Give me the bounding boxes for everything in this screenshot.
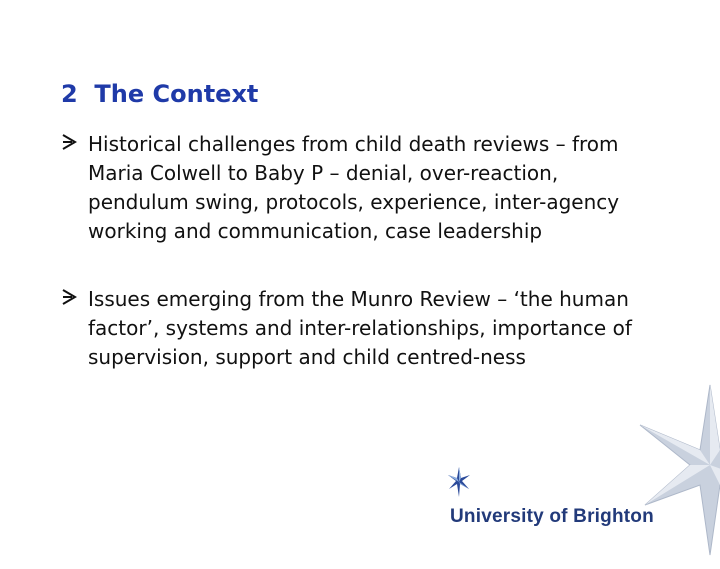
- arrow-bullet-icon: [61, 285, 81, 314]
- university-logo-text: University of Brighton: [450, 506, 654, 527]
- bullet-item: [61, 130, 661, 246]
- large-star-watermark-icon: [560, 365, 720, 569]
- bullet-text: Issues emerging from the Munro Review – ‘the human factor’, systems and inter-relationships, importance of supervision, support and child centred-ness: [88, 287, 632, 369]
- slide-title: 2 The Context: [61, 80, 259, 108]
- arrow-bullet-icon: [61, 130, 81, 159]
- star-emblem-icon: [448, 467, 470, 501]
- bullet-item: [61, 285, 661, 372]
- bullet-text: Historical challenges from child death reviews – from Maria Colwell to Baby P – denial, over-reaction, pendulum swing, protocols, experience, inter-agency working and communication, case leadership: [88, 132, 620, 243]
